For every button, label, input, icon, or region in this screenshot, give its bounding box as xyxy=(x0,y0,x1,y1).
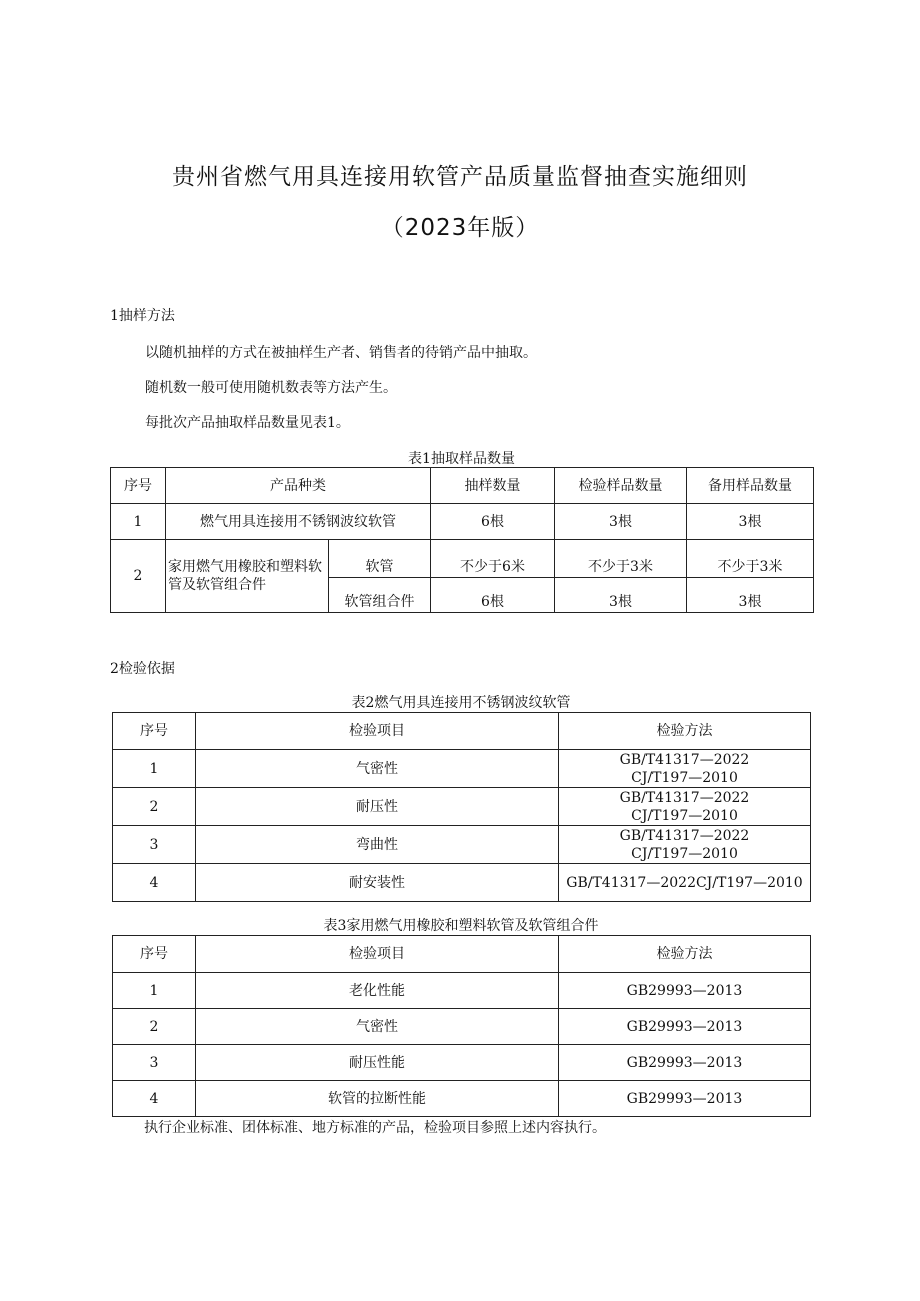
standard-code: CJ/T197—2010 xyxy=(631,769,738,786)
footer-note: 执行企业标准、团体标准、地方标准的产品，检验项目参照上述内容执行。 xyxy=(144,1120,606,1136)
test-quantity: 3根 xyxy=(555,578,687,613)
row-number: 2 xyxy=(113,788,196,826)
header-cell: 抽样数量 xyxy=(431,468,555,504)
header-cell: 检验方法 xyxy=(559,713,811,750)
row-number: 4 xyxy=(113,1081,196,1117)
paragraph: 以随机抽样的方式在被抽样生产者、销售者的待销产品中抽取。 xyxy=(145,345,537,361)
product-type: 燃气用具连接用不锈钢波纹软管 xyxy=(166,504,431,540)
table-row xyxy=(113,788,811,826)
row-number: 3 xyxy=(113,1045,196,1081)
test-quantity: 3根 xyxy=(555,504,687,540)
table-row xyxy=(111,540,814,578)
test-item: 软管的拉断性能 xyxy=(196,1081,559,1117)
table-row xyxy=(113,1009,811,1045)
table-row xyxy=(113,1045,811,1081)
sample-quantity: 不少于6米 xyxy=(431,540,555,578)
table-2-caption: 表2燃气用具连接用不锈钢波纹软管 xyxy=(351,695,571,711)
table-row xyxy=(113,973,811,1009)
test-item: 弯曲性 xyxy=(196,826,559,864)
table-header-row xyxy=(113,936,811,973)
row-number: 2 xyxy=(111,540,166,613)
table-3-caption: 表3家用燃气用橡胶和塑料软管及软管组合件 xyxy=(323,918,599,934)
row-number: 1 xyxy=(111,504,166,540)
test-method: GB29993—2013 xyxy=(559,973,811,1009)
sample-quantity: 6根 xyxy=(431,504,555,540)
section-1-heading: 1抽样方法 xyxy=(110,308,175,324)
header-cell: 序号 xyxy=(111,468,166,504)
header-cell: 检验样品数量 xyxy=(555,468,687,504)
spare-quantity: 3根 xyxy=(687,504,814,540)
test-method: GB/T41317—2022CJ/T197—2010 xyxy=(559,864,811,902)
table-row xyxy=(111,504,814,540)
paragraph: 每批次产品抽取样品数量见表1。 xyxy=(145,415,350,431)
spare-quantity: 不少于3米 xyxy=(687,540,814,578)
table-row xyxy=(113,826,811,864)
test-method xyxy=(559,750,811,788)
header-cell: 备用样品数量 xyxy=(687,468,814,504)
standard-code: GB/T41317—2022 xyxy=(619,751,750,768)
test-item: 耐压性能 xyxy=(196,1045,559,1081)
table-1-caption: 表1抽取样品数量 xyxy=(408,451,515,467)
table-row xyxy=(113,864,811,902)
row-number: 3 xyxy=(113,826,196,864)
section-2-heading: 2检验依据 xyxy=(110,661,175,677)
header-cell: 产品种类 xyxy=(166,468,431,504)
test-item: 气密性 xyxy=(196,750,559,788)
test-item: 耐安装性 xyxy=(196,864,559,902)
table-header-row xyxy=(111,468,814,504)
test-method xyxy=(559,788,811,826)
paragraph: 随机数一般可使用随机数表等方法产生。 xyxy=(145,380,397,396)
test-method: GB29993—2013 xyxy=(559,1081,811,1117)
standard-code: GB/T41317—2022 xyxy=(619,827,750,844)
product-type: 家用燃气用橡胶和塑料软管及软管组合件 xyxy=(166,540,329,613)
row-number: 1 xyxy=(113,750,196,788)
sub-product-type: 软管 xyxy=(329,540,431,578)
table-row xyxy=(113,750,811,788)
header-cell: 序号 xyxy=(113,936,196,973)
stainless-hose-test-table xyxy=(112,712,811,902)
header-cell: 序号 xyxy=(113,713,196,750)
test-method: GB29993—2013 xyxy=(559,1045,811,1081)
document-title: 贵州省燃气用具连接用软管产品质量监督抽查实施细则 xyxy=(172,164,748,190)
spare-quantity: 3根 xyxy=(687,578,814,613)
test-item: 气密性 xyxy=(196,1009,559,1045)
row-number: 1 xyxy=(113,973,196,1009)
table-row xyxy=(113,1081,811,1117)
standard-code: CJ/T197—2010 xyxy=(631,845,738,862)
sample-quantity-table xyxy=(110,467,814,613)
table-header-row xyxy=(113,713,811,750)
header-cell: 检验项目 xyxy=(196,713,559,750)
test-item: 耐压性 xyxy=(196,788,559,826)
test-item: 老化性能 xyxy=(196,973,559,1009)
row-number: 4 xyxy=(113,864,196,902)
sub-product-type: 软管组合件 xyxy=(329,578,431,613)
row-number: 2 xyxy=(113,1009,196,1045)
test-quantity: 不少于3米 xyxy=(555,540,687,578)
header-cell: 检验项目 xyxy=(196,936,559,973)
document-subtitle: （2023年版） xyxy=(380,215,540,241)
standard-code: CJ/T197—2010 xyxy=(631,807,738,824)
test-method: GB29993—2013 xyxy=(559,1009,811,1045)
standard-code: GB/T41317—2022 xyxy=(619,789,750,806)
sample-quantity: 6根 xyxy=(431,578,555,613)
test-method xyxy=(559,826,811,864)
rubber-plastic-hose-test-table xyxy=(112,935,811,1117)
header-cell: 检验方法 xyxy=(559,936,811,973)
